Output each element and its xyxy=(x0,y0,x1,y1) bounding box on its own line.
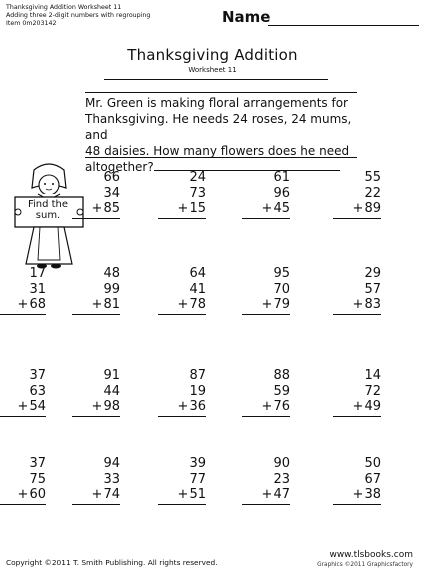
addend: 55 xyxy=(364,170,381,185)
addend: 22 xyxy=(364,185,381,201)
addend: 75 xyxy=(29,471,46,487)
addition-problem xyxy=(158,456,206,505)
addend: 77 xyxy=(189,471,206,487)
sign-text xyxy=(16,199,80,221)
addition-problem xyxy=(242,456,290,505)
addition-problem xyxy=(158,266,206,315)
plus-sign: + xyxy=(261,297,273,312)
addend: +15 xyxy=(158,201,206,219)
addition-problem xyxy=(333,456,381,505)
addend: +76 xyxy=(242,399,290,417)
plus-sign: + xyxy=(177,297,189,312)
addend: +49 xyxy=(333,399,381,417)
meta-line: Item 0m203142 xyxy=(6,20,57,27)
word-problem-line: 48 daisies. How many flowers does he need xyxy=(85,144,350,158)
addend: 73 xyxy=(189,185,206,201)
plus-sign: + xyxy=(261,487,273,502)
addend: 67 xyxy=(364,471,381,487)
addend: +38 xyxy=(333,487,381,505)
addend: 24 xyxy=(189,170,206,185)
plus-sign: + xyxy=(352,399,364,414)
addition-problem xyxy=(72,266,120,315)
plus-sign: + xyxy=(261,201,273,216)
addition-problem xyxy=(333,266,381,315)
addend: 44 xyxy=(103,383,120,399)
plus-sign: + xyxy=(17,297,29,312)
addition-problem xyxy=(0,368,46,417)
plus-sign: + xyxy=(352,487,364,502)
plus-sign: + xyxy=(17,399,29,414)
addend: 94 xyxy=(103,456,120,471)
addend: 96 xyxy=(273,185,290,201)
addend: 57 xyxy=(364,281,381,297)
word-problem-line: Thanksgiving. He needs 24 roses, 24 mums, and xyxy=(85,112,352,142)
addend: 37 xyxy=(29,456,46,471)
meta-line: Adding three 2-digit numbers with regrouping xyxy=(6,12,151,19)
addend: +78 xyxy=(158,297,206,315)
addend: 17 xyxy=(29,266,46,281)
addend: +85 xyxy=(72,201,120,219)
plus-sign: + xyxy=(261,399,273,414)
word-problem-question: altogether? xyxy=(85,160,154,174)
plus-sign: + xyxy=(91,201,103,216)
addition-problem xyxy=(242,170,290,219)
addition-problem xyxy=(333,170,381,219)
addition-problem xyxy=(72,368,120,417)
plus-sign: + xyxy=(177,399,189,414)
plus-sign: + xyxy=(91,297,103,312)
plus-sign: + xyxy=(352,201,364,216)
addition-problem xyxy=(158,170,206,219)
addend: 70 xyxy=(273,281,290,297)
worksheet-title: Thanksgiving Addition xyxy=(127,46,298,64)
addend: +83 xyxy=(333,297,381,315)
addend: +51 xyxy=(158,487,206,505)
addend: 63 xyxy=(29,383,46,399)
addend: 39 xyxy=(189,456,206,471)
plus-sign: + xyxy=(177,487,189,502)
plus-sign: + xyxy=(91,487,103,502)
addend: 19 xyxy=(189,383,206,399)
addend: 37 xyxy=(29,368,46,383)
copyright-text: Copyright ©2011 T. Smith Publishing. All rights reserved. xyxy=(6,558,218,567)
addend: +98 xyxy=(72,399,120,417)
graphics-credit: Graphics ©2011 Graphicsfactory xyxy=(317,562,413,568)
addition-problem xyxy=(0,266,46,315)
addend: 50 xyxy=(364,456,381,471)
addend: +81 xyxy=(72,297,120,315)
addition-problem xyxy=(242,368,290,417)
addend: 48 xyxy=(103,266,120,281)
addend: 23 xyxy=(273,471,290,487)
addend: +36 xyxy=(158,399,206,417)
addend: +47 xyxy=(242,487,290,505)
addend: 91 xyxy=(103,368,120,383)
addend: +79 xyxy=(242,297,290,315)
website-link[interactable]: www.tlsbooks.com xyxy=(329,550,413,560)
addend: 41 xyxy=(189,281,206,297)
plus-sign: + xyxy=(177,201,189,216)
addition-problem xyxy=(72,170,120,219)
worksheet-subtitle: Worksheet 11 xyxy=(188,66,237,74)
addend: 99 xyxy=(103,281,120,297)
meta-line: Thanksgiving Addition Worksheet 11 xyxy=(6,4,122,11)
plus-sign: + xyxy=(17,487,29,502)
addend: 66 xyxy=(103,170,120,185)
addition-problem xyxy=(242,266,290,315)
sign-line: Find the xyxy=(27,199,69,210)
plus-sign: + xyxy=(91,399,103,414)
addend: 87 xyxy=(189,368,206,383)
addend: 90 xyxy=(273,456,290,471)
addend: 34 xyxy=(103,185,120,201)
word-problem-box xyxy=(85,92,357,174)
name-label: Name xyxy=(222,8,271,26)
name-input-line[interactable] xyxy=(268,25,419,26)
addend: +68 xyxy=(0,297,46,315)
addend: +45 xyxy=(242,201,290,219)
addend: 59 xyxy=(273,383,290,399)
addend: 88 xyxy=(273,368,290,383)
addition-problem xyxy=(158,368,206,417)
addition-problem xyxy=(0,456,46,505)
word-problem-line xyxy=(85,159,357,175)
title-divider xyxy=(104,79,328,80)
addend: 29 xyxy=(364,266,381,281)
addend: 72 xyxy=(364,383,381,399)
addend: 95 xyxy=(273,266,290,281)
addend: +60 xyxy=(0,487,46,505)
addend: +74 xyxy=(72,487,120,505)
addend: 33 xyxy=(103,471,120,487)
addend: 31 xyxy=(29,281,46,297)
word-problem-line: Mr. Green is making floral arrangements for xyxy=(85,96,348,110)
addend: +54 xyxy=(0,399,46,417)
addend: 14 xyxy=(364,368,381,383)
addition-problem xyxy=(333,368,381,417)
addend: +89 xyxy=(333,201,381,219)
worksheet-meta xyxy=(6,4,150,28)
plus-sign: + xyxy=(352,297,364,312)
addend: 64 xyxy=(189,266,206,281)
addend: 61 xyxy=(273,170,290,185)
sign-line: sum. xyxy=(35,210,61,221)
addition-problem xyxy=(72,456,120,505)
